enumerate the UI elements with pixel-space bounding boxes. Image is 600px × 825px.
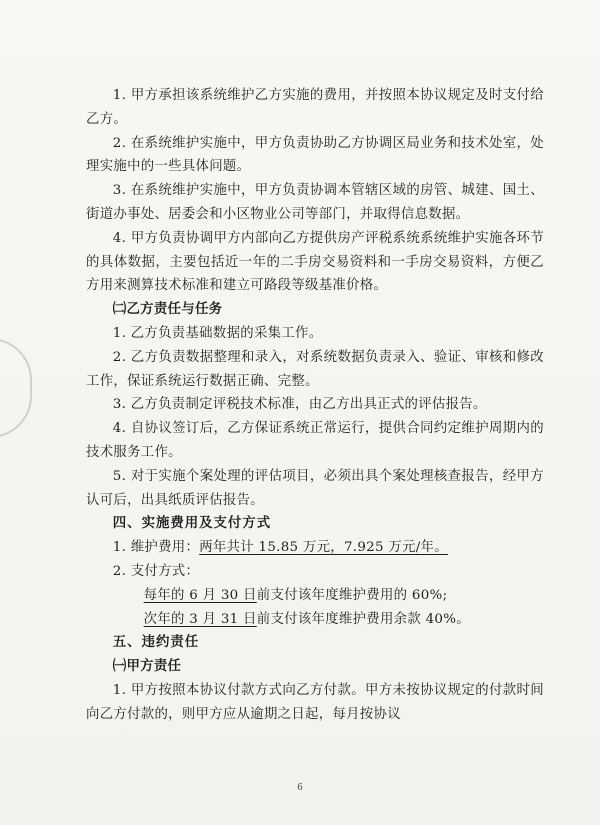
section-heading: ㈠甲方责任 bbox=[112, 658, 182, 675]
paragraph: 5. 对于实施个案处理的评估项目，必须出具个案处理核查报告，经甲方认可后，出具纸质评估报告。 bbox=[86, 468, 544, 508]
section-heading: 五、违约责任 bbox=[112, 634, 200, 651]
paragraph: 1. 甲方按照本协议付款方式向乙方付款。甲方未按协议规定的付款时间向乙方付款的，则甲方应从逾期之日起，每月按协议 bbox=[86, 682, 544, 722]
paragraph: 2. 支付方式： bbox=[112, 563, 200, 579]
payment-text: 前支付该年度维护费用余款 40%。 bbox=[256, 611, 470, 627]
fee-value: 两年共计 15.85 万元，7.925 万元/年。 bbox=[199, 540, 448, 556]
payment-line bbox=[86, 584, 544, 608]
section-heading: ㈡乙方责任与任务 bbox=[112, 301, 223, 318]
payment-text: 前支付该年度维护费用的 60%; bbox=[256, 587, 448, 603]
section-heading: 四、实施费用及支付方式 bbox=[112, 515, 272, 532]
paragraph: 1. 乙方负责基础数据的采集工作。 bbox=[112, 325, 323, 341]
fee-label: 1. 维护费用： bbox=[112, 540, 200, 556]
fee-line bbox=[86, 536, 544, 560]
paragraph: 4. 甲方负责协调甲方内部向乙方提供房产评税系统系统维护实施各环节的具体数据，主要包括近一年的二手房交易资料和一手房交易资料，方便乙方用来测算技术标准和建立可路段等级基准价格。 bbox=[86, 230, 544, 294]
page-number: 6 bbox=[297, 783, 303, 793]
seal-stamp bbox=[0, 338, 32, 438]
payment-date: 次年的 3 月 31 日 bbox=[143, 611, 257, 627]
paragraph: 4. 自协议签订后，乙方保证系统正常运行，提供合同约定维护周期内的技术服务工作。 bbox=[86, 421, 544, 460]
payment-line bbox=[86, 608, 544, 632]
paragraph: 2. 乙方负责数据整理和录入，对系统数据负责录入、验证、审核和修改工作，保证系统运行数据正确、完整。 bbox=[86, 349, 544, 389]
paragraph: 1. 甲方承担该系统维护乙方实施的费用，并按照本协议规定及时支付给乙方。 bbox=[86, 88, 544, 127]
paragraph: 3. 乙方负责制定评税技术标准，由乙方出具正式的评估报告。 bbox=[112, 397, 487, 413]
paragraph: 2. 在系统维护实施中，甲方负责协助乙方协调区局业务和技术处室，处理实施中的一些具体问题。 bbox=[86, 135, 544, 175]
payment-date: 每年的 6 月 30 日 bbox=[143, 587, 257, 603]
paragraph: 3. 在系统维护实施中，甲方负责协调本管辖区域的房管、城建、国土、街道办事处、居委会和小区物业公司等部门，并取得信息数据。 bbox=[86, 183, 544, 222]
document-body bbox=[86, 84, 544, 727]
